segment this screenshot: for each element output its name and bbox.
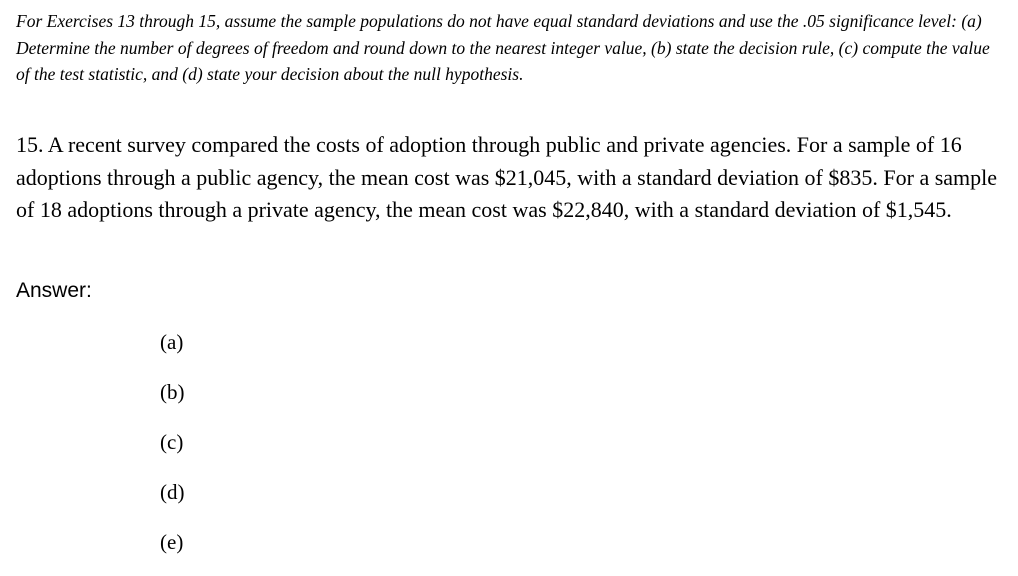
answer-part-c: (c)	[160, 430, 184, 454]
answer-part-a: (a)	[160, 330, 184, 354]
answer-parts-list	[160, 326, 185, 576]
exercise-instructions: For Exercises 13 through 15, assume the sample populations do not have equal standard deviations and use the .05 significance level: (a) Determine the number of degrees of freedom and round down to the nearest integer value, (b) state the decision rule, (c) compute the value of the test statistic, and (d) state your decision about the null hypothesis.	[16, 11, 990, 84]
answer-label: Answer:	[16, 279, 92, 302]
answer-part-e: (e)	[160, 530, 184, 554]
problem-statement: 15. A recent survey compared the costs of adoption through public and private agencies. For a sample of 16 adoptions through a public agency, the mean cost was $21,045, with a standard deviation of $835. For a sample of 18 adoptions through a private agency, the mean cost was $22,840, with a standard deviation of $1,545.	[16, 132, 998, 222]
answer-part-b: (b)	[160, 380, 185, 404]
answer-part-d: (d)	[160, 480, 185, 504]
